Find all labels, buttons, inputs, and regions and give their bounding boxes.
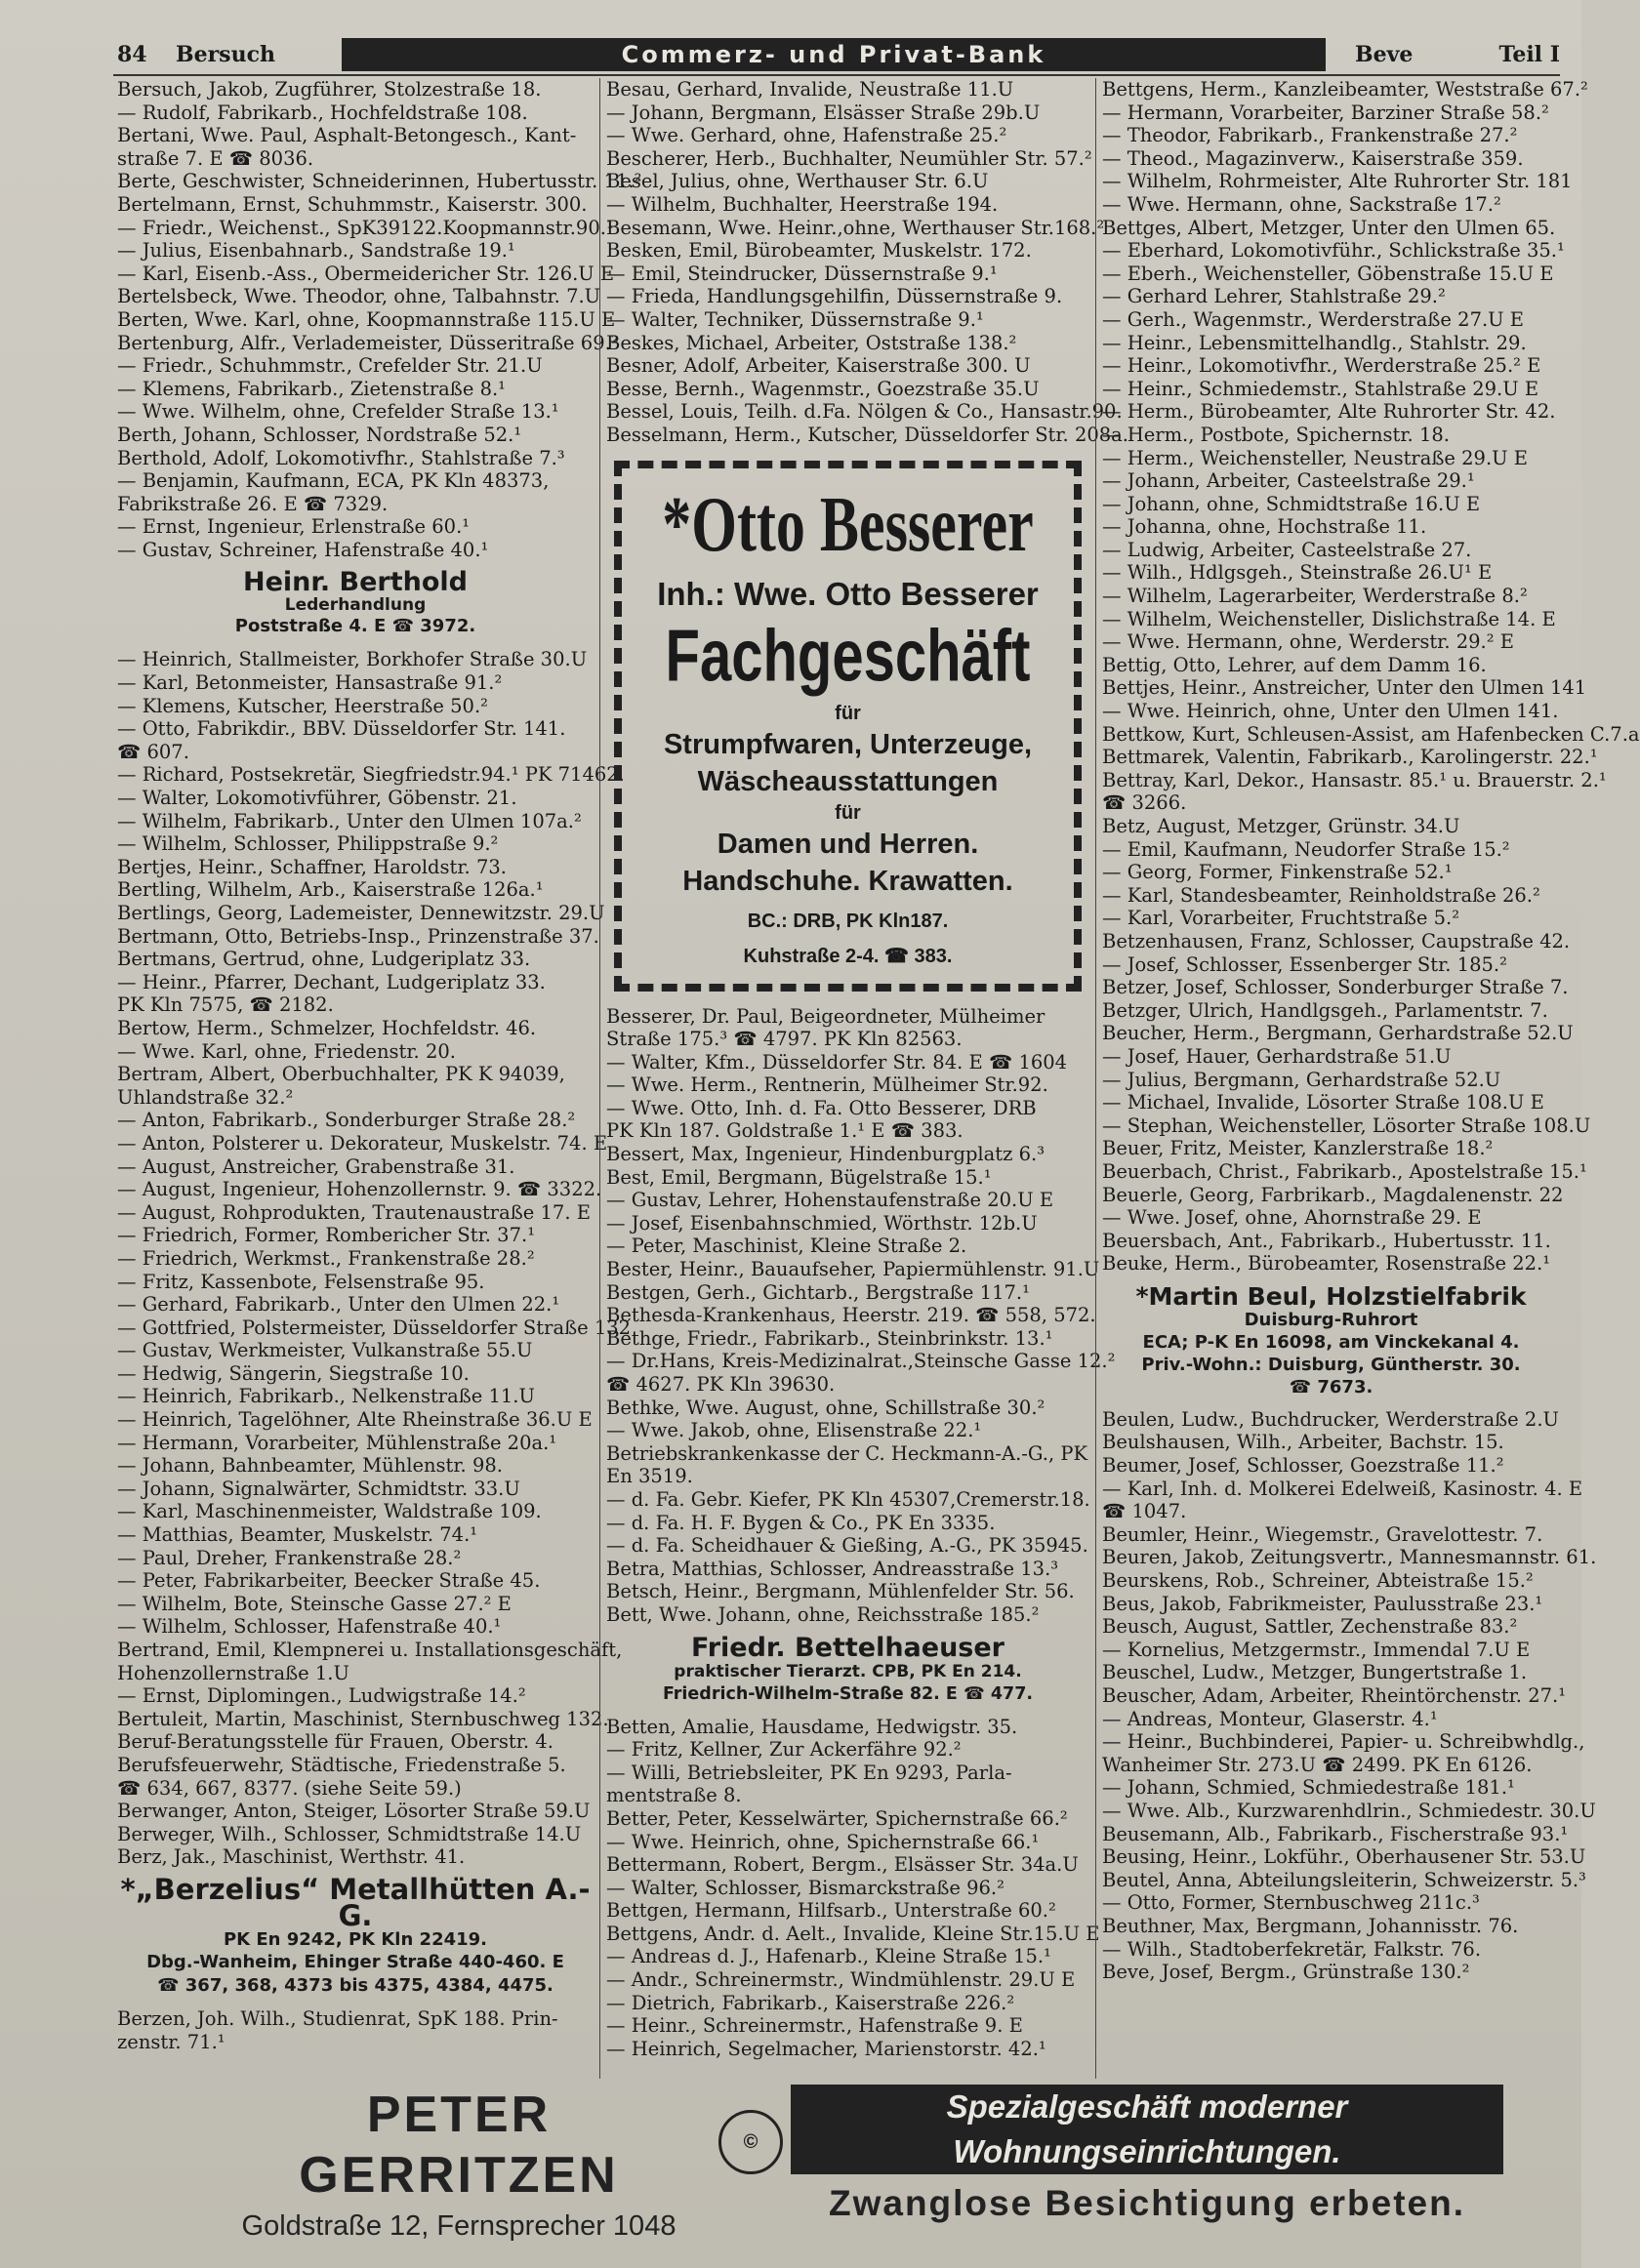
directory-entry: — Gustav, Schreiner, Hafenstraße 40.¹ — [117, 538, 489, 561]
ad-berzelius-l1: PK En 9242, PK Kln 22419. — [223, 1928, 488, 1950]
directory-entry: — Ernst, Ingenieur, Erlenstraße 60.¹ — [117, 515, 471, 539]
directory-entry: — Heinr., Lokomotivfhr., Werderstraße 25.² E — [1102, 354, 1541, 378]
directory-entry: — Anton, Fabrikarb., Sonderburger Straße 28.² — [117, 1109, 576, 1132]
directory-entry: — Julius, Bergmann, Gerhardstraße 52.U — [1102, 1068, 1501, 1091]
directory-entry: — Gustav, Werkmeister, Vulkanstraße 55.U — [117, 1339, 533, 1362]
directory-entry: Beulen, Ludw., Buchdrucker, Werderstraße 2.U — [1102, 1407, 1559, 1431]
directory-entry: Bettermann, Robert, Bergm., Elsässer Str. 34a.U — [606, 1853, 1079, 1877]
directory-entry: — Walter, Kfm., Düsseldorfer Str. 84. E ☎ 1604 — [606, 1050, 1068, 1073]
directory-entry: — Wilhelm, Bote, Steinsche Gasse 27.² E — [117, 1592, 512, 1615]
directory-entry: Bettig, Otto, Lehrer, auf dem Damm 16. — [1102, 653, 1487, 676]
col3-entries-b — [1102, 1407, 1597, 1984]
directory-entry: — Walter, Techniker, Düssernstraße 9.¹ — [606, 307, 984, 331]
directory-entry: Hohenzollernstraße 1.U — [117, 1661, 349, 1684]
directory-entry: Bethesda-Krankenhaus, Heerstr. 219. ☎ 558, 572. — [606, 1304, 1096, 1327]
directory-entry: — Ludwig, Arbeiter, Casteelstraße 27. — [1102, 538, 1472, 561]
directory-entry: — d. Fa. Scheidhauer & Gießing, A.-G., PK 35945. — [606, 1534, 1088, 1558]
directory-entry: Bertmans, Gertrud, ohne, Ludgeriplatz 33. — [117, 948, 531, 971]
col2-entries-a — [606, 78, 1129, 447]
ad-beul — [1102, 1283, 1560, 1398]
directory-entry: Beulshausen, Wilh., Arbeiter, Bachstr. 15. — [1102, 1431, 1504, 1454]
directory-entry: Berwanger, Anton, Steiger, Lösorter Straße 59.U — [117, 1800, 591, 1823]
directory-entry: Beuren, Jakob, Zeitungsvertr., Mannesmannstr. 61. — [1102, 1546, 1597, 1569]
box-items-4: Handschuhe. Krawatten. — [682, 865, 1013, 897]
directory-entry: Beskes, Michael, Arbeiter, Oststraße 138.² — [606, 331, 1017, 354]
directory-entry: Besse, Bernh., Wagenmstr., Goezstraße 35.U — [606, 377, 1040, 400]
directory-entry: Bettgens, Andr. d. Aelt., Invalide, Kleine Str.15.U E — [606, 1922, 1100, 1945]
directory-entry: — Gerhard, Fabrikarb., Unter den Ulmen 22.¹ — [117, 1293, 560, 1316]
header-part: Teil I — [1498, 42, 1560, 67]
directory-entry: — Andreas, Monteur, Glaserstr. 4.¹ — [1102, 1707, 1438, 1730]
directory-entry: Bescherer, Herb., Buchhalter, Neumühler Str. 57.² — [606, 146, 1092, 170]
directory-entry: Berz, Jak., Maschinist, Werthstr. 41. — [117, 1845, 466, 1869]
ad-berzelius — [117, 1872, 594, 1998]
directory-entry: Bester, Heinr., Bauaufseher, Papiermühlenstr. 91.U — [606, 1258, 1100, 1281]
directory-entry: Bettjes, Heinr., Anstreicher, Unter den Ulmen 141 — [1102, 676, 1587, 700]
directory-entry: Bertani, Wwe. Paul, Asphalt-Betongesch., Kant- — [117, 124, 577, 147]
directory-entry: — Hedwig, Sängerin, Siegstraße 10. — [117, 1361, 470, 1385]
directory-entry: Beruf-Beratungsstelle für Frauen, Oberstr. 4. — [117, 1730, 554, 1754]
directory-entry: — Wwe. Wilhelm, ohne, Crefelder Straße 13.¹ — [117, 400, 559, 424]
ad-bettelhaeuser-l1: praktischer Tierarzt. CPB, PK En 214. — [674, 1661, 1022, 1681]
directory-entry: — Wilh., Hdlgsgeh., Steinstraße 26.U¹ E — [1102, 561, 1493, 585]
directory-entry: Betz, August, Metzger, Grünstr. 34.U — [1102, 815, 1460, 837]
directory-entry: — Karl, Vorarbeiter, Fruchtstraße 5.² — [1102, 907, 1460, 930]
directory-entry: — Gerhard Lehrer, Stahlstraße 29.² — [1102, 285, 1446, 308]
directory-entry: ☎ 4627. PK Kln 39630. — [606, 1373, 836, 1396]
directory-entry: — Klemens, Fabrikarb., Zietenstraße 8.¹ — [117, 377, 506, 400]
directory-entry: — Hermann, Vorarbeiter, Barziner Straße 58.² — [1102, 101, 1549, 124]
directory-entry: Beumler, Heinr., Wiegemstr., Gravelottestr. 7. — [1102, 1522, 1543, 1546]
directory-entry: Beutel, Anna, Abteilungsleiterin, Schweizerstr. 5.³ — [1102, 1868, 1586, 1891]
directory-entry: Bertjes, Heinr., Schaffner, Haroldstr. 73. — [117, 855, 507, 878]
directory-entry: Beuersbach, Ant., Fabrikarb., Hubertusstr. 11. — [1102, 1229, 1551, 1252]
directory-entry: — Stephan, Weichensteller, Lösorter Straße 108.U — [1102, 1114, 1591, 1137]
directory-entry: — Gerh., Wagenmstr., Werderstraße 27.U E — [1102, 307, 1525, 331]
directory-entry: Beuerbach, Christ., Fabrikarb., Apostelstraße 15.¹ — [1102, 1159, 1587, 1183]
directory-entry: Bertling, Wilhelm, Arb., Kaiserstraße 126a.¹ — [117, 878, 544, 902]
directory-entry: Bettgen, Hermann, Hilfsarb., Unterstraße 60.² — [606, 1899, 1056, 1923]
directory-entry: — Friedrich, Former, Rombericher Str. 37.¹ — [117, 1224, 536, 1247]
directory-entry: — Friedr., Weichenst., SpK39122.Koopmannstr.90.¹ — [117, 216, 614, 239]
directory-entry: Straße 175.³ ☎ 4797. PK Kln 82563. — [606, 1028, 963, 1051]
directory-entry: Uhlandstraße 32.² — [117, 1085, 294, 1109]
directory-entry: — Josef, Hauer, Gerhardstraße 51.U — [1102, 1044, 1452, 1068]
directory-entry: — Fritz, Kellner, Zur Ackerfähre 92.² — [606, 1738, 962, 1762]
col2-entries-b — [606, 1004, 1116, 1627]
column-1 — [111, 78, 642, 2079]
directory-entry: Besemann, Wwe. Heinr.,ohne, Werthauser Str.168.² — [606, 216, 1105, 239]
directory-entry: Bertram, Albert, Oberbuchhalter, PK K 94039, — [117, 1063, 565, 1086]
box-bank: BC.: DRB, PK Kln187. — [747, 910, 949, 932]
directory-entry: Betzer, Josef, Schlosser, Sonderburger Straße 7. — [1102, 976, 1569, 999]
header-rule — [113, 74, 1560, 76]
directory-entry: Bersuch, Jakob, Zugführer, Stolzestraße 18. — [117, 78, 542, 101]
directory-entry: — Josef, Eisenbahnschmied, Wörthstr. 12b.U — [606, 1211, 1038, 1235]
directory-entry: — Ernst, Diplomingen., Ludwigstraße 14.² — [117, 1684, 526, 1708]
directory-entry: — Georg, Former, Finkenstraße 52.¹ — [1102, 861, 1453, 884]
ad-berthold-sub: Lederhandlung — [284, 595, 427, 616]
directory-entry: — Gottfried, Polstermeister, Düsseldorfer Straße 132 — [117, 1316, 632, 1339]
directory-entry: Beumer, Josef, Schlosser, Goezstraße 11.² — [1102, 1454, 1504, 1478]
col1-entries-c — [117, 2007, 594, 2053]
directory-entry: — Wwe. Otto, Inh. d. Fa. Otto Besserer, DRB — [606, 1096, 1037, 1119]
ad-berzelius-name: *„Berzelius“ Metallhütten A.-G. — [120, 1872, 591, 1932]
directory-entry: — Wwe. Gerhard, ohne, Hafenstraße 25.² — [606, 124, 1007, 147]
directory-entry: PK Kln 7575, ☎ 2182. — [117, 993, 334, 1017]
directory-entry: ☎ 1047. — [1102, 1500, 1187, 1523]
directory-entry: ☎ 607. — [117, 740, 189, 763]
directory-entry: Bertrand, Emil, Klempnerei u. Installationsgeschäft, — [117, 1639, 623, 1661]
directory-entry: — Kornelius, Metzgermstr., Immendal 7.U E — [1102, 1638, 1531, 1661]
directory-entry: — Wwe. Herm., Rentnerin, Mülheimer Str.92. — [606, 1073, 1048, 1097]
directory-entry: — Johann, Bahnbeamter, Mühlenstr. 98. — [117, 1454, 503, 1478]
directory-entry: Wanheimer Str. 273.U ☎ 2499. PK En 6126. — [1102, 1753, 1533, 1776]
page-number: 84 — [117, 42, 147, 67]
directory-entry: — Herm., Postbote, Spichernstr. 18. — [1102, 423, 1450, 446]
header-right — [1355, 42, 1560, 67]
column-2 — [599, 78, 1129, 2079]
directory-entry: Betra, Matthias, Schlosser, Andreasstraße 13.³ — [606, 1557, 1059, 1580]
directory-entry: Berzen, Joh. Wilh., Studienrat, SpK 188. Prin- — [117, 2006, 558, 2030]
directory-entry: — Julius, Eisenbahnarb., Sandstraße 19.¹ — [117, 239, 515, 263]
ad-beul-l3: ☎ 7673. — [1289, 1376, 1374, 1397]
ad-berthold — [117, 569, 594, 638]
directory-entry: — Dietrich, Fabrikarb., Kaiserstraße 226.² — [606, 1991, 1015, 2014]
directory-entry: ☎ 634, 667, 8377. (siehe Seite 59.) — [117, 1776, 462, 1800]
box-fuer-1: für — [835, 702, 861, 724]
directory-entry: Beuke, Herm., Bürobeamter, Rosenstraße 22.¹ — [1102, 1252, 1551, 1276]
directory-entry: Bertow, Herm., Schmelzer, Hochfeldstr. 46. — [117, 1016, 537, 1039]
directory-entry: — Benjamin, Kaufmann, ECA, PK Kln 48373, — [117, 469, 550, 493]
directory-entry: — Heinr., Pfarrer, Dechant, Ludgeriplatz 33. — [117, 970, 546, 993]
col2-entries-c — [606, 1715, 1100, 2061]
ad-bettelhaeuser-l2: Friedrich-Wilhelm-Straße 82. E ☎ 477. — [662, 1683, 1034, 1704]
directory-entry: — Michael, Invalide, Lösorter Straße 108.U E — [1102, 1091, 1544, 1114]
directory-entry: PK Kln 187. Goldstraße 1.¹ E ☎ 383. — [606, 1119, 964, 1143]
directory-entry: — Heinrich, Segelmacher, Marienstorstr. 42.¹ — [606, 2037, 1046, 2060]
directory-entry: Bett, Wwe. Johann, ohne, Reichsstraße 185.² — [606, 1602, 1040, 1626]
directory-entry: Beusemann, Alb., Fabrikarb., Fischerstraße 93.¹ — [1102, 1822, 1569, 1845]
directory-entry: Berte, Geschwister, Schneiderinnen, Hubertusstr. 11.² — [117, 170, 642, 193]
directory-entry: Betsch, Heinr., Bergmann, Mühlenfelder Str. 56. — [606, 1580, 1075, 1603]
box-fuer-2: für — [835, 801, 861, 824]
directory-entry: Bethge, Friedr., Fabrikarb., Steinbrinkstr. 13.¹ — [606, 1326, 1053, 1350]
directory-entry: — Herm., Bürobeamter, Alte Ruhrorter Str. 42. — [1102, 400, 1556, 424]
directory-entry: — Richard, Postsekretär, Siegfriedstr.94.¹ PK 71462. — [117, 763, 625, 787]
columns — [111, 78, 1640, 2079]
footer-addr: Goldstraße 12, Fernsprecher 1048 — [241, 2210, 676, 2242]
directory-entry: Beusing, Heinr., Lokführ., Oberhausener Str. 53.U — [1102, 1845, 1586, 1869]
directory-entry: Berufsfeuerwehr, Städtische, Friedenstraße 5. — [117, 1753, 566, 1776]
directory-entry: — Wilhelm, Fabrikarb., Unter den Ulmen 107a.² — [117, 809, 582, 832]
header-left-word: Bersuch — [176, 42, 275, 67]
directory-entry: Beuscher, Adam, Arbeiter, Rheintörchenstr. 27.¹ — [1102, 1684, 1567, 1707]
ad-berthold-addr: Poststraße 4. E ☎ 3972. — [234, 616, 476, 637]
directory-entry: Betzenhausen, Franz, Schlosser, Caupstraße 42. — [1102, 929, 1571, 952]
directory-entry: — Dr.Hans, Kreis-Medizinalrat.,Steinsche Gasse 12.² — [606, 1350, 1116, 1373]
directory-entry: Bertenburg, Alfr., Verlademeister, Düsseritraße 69.² — [117, 331, 619, 354]
directory-entry: — Andreas d. J., Hafenarb., Kleine Straße 15.¹ — [606, 1945, 1051, 1968]
directory-entry: Besselmann, Herm., Kutscher, Düsseldorfer Str. 208a. — [606, 423, 1129, 446]
directory-entry: — Walter, Lokomotivführer, Göbenstr. 21. — [117, 787, 517, 810]
directory-entry: Betten, Amalie, Hausdame, Hedwigstr. 35. — [606, 1715, 1018, 1738]
footer-mark: © — [718, 2110, 783, 2174]
directory-entry: — Heinr., Schreinermstr., Hafenstraße 9. E — [606, 2014, 1023, 2038]
header-banner: Commerz- und Privat-Bank — [342, 38, 1326, 71]
box-shop: Fachgeschäft — [665, 614, 1031, 698]
col1-entries-b — [117, 648, 632, 1869]
directory-entry: Beurskens, Rob., Schreiner, Abteistraße 15.² — [1102, 1569, 1534, 1593]
directory-entry: Bethke, Wwe. August, ohne, Schillstraße 30.² — [606, 1396, 1046, 1419]
directory-entry: — Heinrich, Stallmeister, Borkhofer Straße 30.U — [117, 648, 588, 671]
directory-entry: — Andr., Schreinermstr., Windmühlenstr. 29.U E — [606, 1968, 1076, 1992]
directory-entry: straße 7. E ☎ 8036. — [117, 146, 314, 170]
directory-entry: Beuerle, Georg, Farbrikarb., Magdalenenstr. 22 — [1102, 1183, 1564, 1206]
ad-berzelius-l2: Dbg.-Wanheim, Ehinger Straße 440-460. E — [146, 1951, 564, 1972]
directory-entry: — Eberhard, Lokomotivführ., Schlickstraße 35.¹ — [1102, 239, 1565, 263]
footer-right — [791, 2085, 1503, 2233]
directory-entry: Berten, Wwe. Karl, ohne, Koopmannstraße 115.U E — [117, 307, 616, 331]
directory-entry: — Karl, Inh. d. Molkerei Edelweiß, Kasinostr. 4. E — [1102, 1477, 1583, 1500]
footer-visit: Zwanglose Besichtigung erbeten. — [828, 2183, 1466, 2223]
directory-entry: Bettkow, Kurt, Schleusen-Assist, am Hafenbecken C.7.a — [1102, 722, 1640, 746]
directory-entry: — Johanna, ohne, Hochstraße 11. — [1102, 515, 1427, 539]
directory-entry: — Paul, Dreher, Frankenstraße 28.² — [117, 1546, 462, 1569]
directory-entry: — Heinrich, Tagelöhner, Alte Rheinstraße 36.U E — [117, 1408, 593, 1432]
directory-entry: — Herm., Weichensteller, Neustraße 29.U E — [1102, 446, 1529, 469]
directory-entry: — Wwe. Josef, ohne, Ahornstraße 29. E — [1102, 1206, 1482, 1230]
directory-entry: — Johann, ohne, Schmidtstraße 16.U E — [1102, 492, 1481, 515]
directory-entry: — Friedrich, Werkmst., Frankenstraße 28.² — [117, 1246, 535, 1270]
directory-entry: Beuer, Fritz, Meister, Kanzlerstraße 18.² — [1102, 1137, 1494, 1160]
directory-entry: Bertlings, Georg, Lademeister, Dennewitzstr. 29.U — [117, 902, 605, 924]
page-header — [117, 35, 1560, 74]
box-title: *Otto Besserer — [662, 479, 1034, 568]
directory-entry: Besken, Emil, Bürobeamter, Muskelstr. 172. — [606, 239, 1032, 263]
directory-entry: — Walter, Schlosser, Bismarckstraße 96.² — [606, 1876, 1004, 1899]
directory-entry: — Heinr., Buchbinderei, Papier- u. Schreibwhdlg., — [1102, 1730, 1585, 1754]
directory-entry: — Wwe. Heinrich, ohne, Unter den Ulmen 141. — [1102, 700, 1559, 723]
directory-entry: — Johann, Arbeiter, Casteelstraße 29.¹ — [1102, 469, 1475, 493]
directory-entry: En 3519. — [606, 1465, 693, 1488]
col1-entries-a — [117, 78, 642, 561]
ad-otto-besserer — [614, 461, 1082, 992]
directory-entry: — d. Fa. Gebr. Kiefer, PK Kln 45307,Cremerstr.18. — [606, 1487, 1090, 1511]
directory-entry: — Fritz, Kassenbote, Felsenstraße 95. — [117, 1270, 485, 1293]
box-addr: Kuhstraße 2-4. ☎ 383. — [743, 945, 953, 967]
directory-entry: — Peter, Maschinist, Kleine Straße 2. — [606, 1235, 967, 1258]
directory-entry: — Gustav, Lehrer, Hohenstaufenstraße 20.U E — [606, 1189, 1054, 1212]
directory-entry: — Wwe. Heinrich, ohne, Spichernstraße 66.¹ — [606, 1830, 1040, 1853]
col3-entries-a — [1102, 78, 1640, 1276]
directory-entry: — Johann, Bergmann, Elsässer Straße 29b.U — [606, 101, 1041, 124]
directory-entry: — Wilhelm, Schlosser, Hafenstraße 40.¹ — [117, 1615, 502, 1639]
directory-entry: Berweger, Wilh., Schlosser, Schmidtstraße 14.U — [117, 1822, 582, 1845]
box-items-1: Strumpfwaren, Unterzeuge, — [663, 728, 1033, 760]
directory-entry: zenstr. 71.¹ — [117, 2030, 226, 2053]
directory-entry: — Emil, Steindrucker, Düssernstraße 9.¹ — [606, 262, 998, 285]
directory-entry: Bestgen, Gerh., Gichtarb., Bergstraße 117.¹ — [606, 1280, 1030, 1304]
directory-entry: — Peter, Fabrikarbeiter, Beecker Straße 45. — [117, 1569, 541, 1593]
footer-ad — [205, 2085, 1503, 2242]
directory-entry: — Frieda, Handlungsgehilfin, Düssernstraße 9. — [606, 285, 1063, 308]
directory-entry: Best, Emil, Bergmann, Bügelstraße 15.¹ — [606, 1165, 992, 1189]
directory-entry: — Klemens, Kutscher, Heerstraße 50.² — [117, 694, 488, 717]
footer-left — [205, 2085, 713, 2247]
directory-entry: Betriebskrankenkasse der C. Heckmann-A.-G., PK — [606, 1441, 1088, 1465]
directory-entry: — Hermann, Vorarbeiter, Mühlenstraße 20a.¹ — [117, 1431, 557, 1454]
ad-berthold-name: Heinr. Berthold — [243, 567, 468, 598]
directory-entry: Besserer, Dr. Paul, Beigeordneter, Mülheimer — [606, 1004, 1046, 1028]
directory-entry: — August, Rohprodukten, Trautenaustraße 17. E — [117, 1200, 591, 1224]
directory-entry: Bettmarek, Valentin, Fabrikarb., Karolingerstr. 22.¹ — [1102, 746, 1598, 769]
directory-entry: — Heinr., Schmiedemstr., Stahlstraße 29.U E — [1102, 377, 1539, 400]
directory-entry: — Karl, Betonmeister, Hansastraße 91.² — [117, 671, 503, 695]
directory-entry: — Wilhelm, Buchhalter, Heerstraße 194. — [606, 192, 999, 216]
directory-entry: — Theod., Magazinverw., Kaiserstraße 359. — [1102, 146, 1524, 170]
directory-entry: — Karl, Maschinenmeister, Waldstraße 109. — [117, 1500, 542, 1523]
directory-entry: — Wwe. Jakob, ohne, Elisenstraße 22.¹ — [606, 1419, 982, 1442]
directory-entry: — Wwe. Alb., Kurzwarenhdlrin., Schmiedestr. 30.U — [1102, 1799, 1596, 1822]
directory-entry: Bettgens, Herm., Kanzleibeamter, Weststraße 67.² — [1102, 78, 1588, 101]
box-items-3: Damen und Herren. — [717, 828, 979, 860]
ad-beul-name: *Martin Beul, Holzstielfabrik — [1135, 1281, 1527, 1311]
directory-entry: — Heinr., Lebensmittelhandlg., Stahlstr. 29. — [1102, 331, 1527, 354]
directory-entry: — Otto, Fabrikdir., BBV. Düsseldorfer Str. 141. — [117, 717, 566, 741]
directory-entry: — Wwe. Hermann, ohne, Werderstr. 29.² E — [1102, 630, 1515, 654]
box-owner: Inh.: Wwe. Otto Besserer — [657, 575, 1039, 612]
directory-entry: — August, Ingenieur, Hohenzollernstr. 9. ☎ 3322. — [117, 1178, 602, 1201]
directory-entry: Beucher, Herm., Bergmann, Gerhardstraße 52.U — [1102, 1022, 1574, 1045]
header-right-word: Beve — [1355, 42, 1414, 67]
directory-entry: — Wilhelm, Rohrmeister, Alte Ruhrorter Str. 181 — [1102, 170, 1573, 193]
directory-entry: — d. Fa. H. F. Bygen & Co., PK En 3335. — [606, 1511, 996, 1534]
ad-berzelius-l3: ☎ 367, 368, 4373 bis 4375, 4384, 4475. — [157, 1974, 554, 1996]
directory-entry: — Wilhelm, Weichensteller, Dislichstraße 14. E — [1102, 607, 1556, 630]
directory-entry: Beusch, August, Sattler, Zechenstraße 83.² — [1102, 1615, 1518, 1639]
directory-entry: — Wilhelm, Lagerarbeiter, Werderstraße 8.² — [1102, 585, 1528, 608]
directory-entry: — Karl, Eisenb.-Ass., Obermeidericher Str. 126.U E — [117, 262, 615, 285]
ad-bettelhaeuser — [606, 1632, 1089, 1706]
directory-entry: Bettges, Albert, Metzger, Unter den Ulmen 65. — [1102, 216, 1556, 239]
directory-entry: — August, Anstreicher, Grabenstraße 31. — [117, 1154, 515, 1178]
directory-entry: — Johann, Signalwärter, Schmidtstr. 33.U — [117, 1477, 520, 1500]
directory-entry: Berthold, Adolf, Lokomotivfhr., Stahlstraße 7.³ — [117, 446, 565, 469]
directory-entry: Bessert, Max, Ingenieur, Hindenburgplatz 6.³ — [606, 1143, 1046, 1166]
directory-entry: Bertelmann, Ernst, Schuhmmstr., Kaiserstr. 300. — [117, 192, 588, 216]
footer-special: Spezialgeschäft moderner Wohnungseinrichtungen. — [791, 2085, 1503, 2174]
directory-entry: Betzger, Ulrich, Handlgsgeh., Parlamentstr. 7. — [1102, 998, 1548, 1022]
footer-name: PETER GERRITZEN — [299, 2086, 619, 2204]
directory-entry: — Matthias, Beamter, Muskelstr. 74.¹ — [117, 1523, 478, 1547]
directory-entry: Better, Peter, Kesselwärter, Spichernstraße 66.² — [606, 1806, 1068, 1830]
box-items-2: Wäscheausstattungen — [697, 765, 999, 797]
directory-entry: Beuthner, Max, Bergmann, Johannisstr. 76. — [1102, 1914, 1519, 1937]
directory-entry: — Emil, Kaufmann, Neudorfer Straße 15.² — [1102, 837, 1510, 861]
directory-entry: Beus, Jakob, Fabrikmeister, Paulusstraße 23.¹ — [1102, 1592, 1543, 1615]
directory-entry: Fabrikstraße 26. E ☎ 7329. — [117, 492, 389, 515]
directory-entry: mentstraße 8. — [606, 1784, 742, 1807]
directory-entry: Besau, Gerhard, Invalide, Neustraße 11.U — [606, 78, 1014, 101]
directory-entry: Bertelsbeck, Wwe. Theodor, ohne, Talbahnstr. 7.U — [117, 285, 601, 308]
directory-entry: — Willi, Betriebsleiter, PK En 9293, Parla- — [606, 1761, 1012, 1784]
column-3 — [1095, 78, 1640, 2079]
directory-entry: — Wilhelm, Schlosser, Philippstraße 9.² — [117, 832, 499, 856]
directory-entry: Bessel, Louis, Teilh. d.Fa. Nölgen & Co., Hansastr.90. — [606, 400, 1123, 424]
directory-entry: — Anton, Polsterer u. Dekorateur, Muskelstr. 74. E — [117, 1131, 608, 1154]
directory-entry: Besel, Julius, ohne, Werthauser Str. 6.U — [606, 170, 989, 193]
directory-entry: — Johann, Schmied, Schmiedestraße 181.¹ — [1102, 1776, 1515, 1800]
directory-entry: — Eberh., Weichensteller, Göbenstraße 15.U E — [1102, 262, 1554, 285]
ad-beul-l1: ECA; P-K En 16098, am Vinckekanal 4. — [1142, 1331, 1520, 1353]
directory-entry: Besner, Adolf, Arbeiter, Kaiserstraße 300. U — [606, 354, 1031, 378]
directory-entry: — Wilh., Stadtoberfekretär, Falkstr. 76. — [1102, 1937, 1482, 1961]
directory-entry: — Heinrich, Fabrikarb., Nelkenstraße 11.U — [117, 1385, 535, 1408]
directory-entry: ☎ 3266. — [1102, 791, 1187, 815]
directory-entry: — Rudolf, Fabrikarb., Hochfeldstraße 108. — [117, 101, 528, 124]
directory-entry: — Otto, Former, Sternbuschweg 211c.³ — [1102, 1891, 1480, 1915]
directory-entry: Bertmann, Otto, Betriebs-Insp., Prinzenstraße 37. — [117, 924, 599, 948]
directory-entry: Bettray, Karl, Dekor., Hansastr. 85.¹ u. Brauerstr. 2.¹ — [1102, 768, 1607, 791]
directory-entry: — Wwe. Hermann, ohne, Sackstraße 17.² — [1102, 192, 1501, 216]
directory-entry: — Josef, Schlosser, Essenberger Str. 185.² — [1102, 952, 1507, 976]
directory-entry: — Theodor, Fabrikarb., Frankenstraße 27.² — [1102, 124, 1518, 147]
directory-entry: Beve, Josef, Bergm., Grünstraße 130.² — [1102, 1961, 1470, 1984]
directory-entry: — Karl, Standesbeamter, Reinholdstraße 26.² — [1102, 883, 1540, 907]
directory-entry: Beuschel, Ludw., Metzger, Bungertstraße 1. — [1102, 1661, 1528, 1684]
directory-entry: — Friedr., Schuhmmstr., Crefelder Str. 21.U — [117, 354, 543, 378]
ad-beul-l2: Priv.-Wohn.: Duisburg, Güntherstr. 30. — [1141, 1354, 1521, 1375]
directory-entry: Berth, Johann, Schlosser, Nordstraße 52.¹ — [117, 423, 522, 446]
directory-entry: Bertuleit, Martin, Maschinist, Sternbuschweg 132. — [117, 1707, 609, 1730]
directory-entry: — Wwe. Karl, ohne, Friedenstr. 20. — [117, 1039, 456, 1063]
ad-bettelhaeuser-name: Friedr. Bettelhaeuser — [691, 1632, 1004, 1663]
ad-beul-sub: Duisburg-Ruhrort — [1244, 1309, 1418, 1330]
